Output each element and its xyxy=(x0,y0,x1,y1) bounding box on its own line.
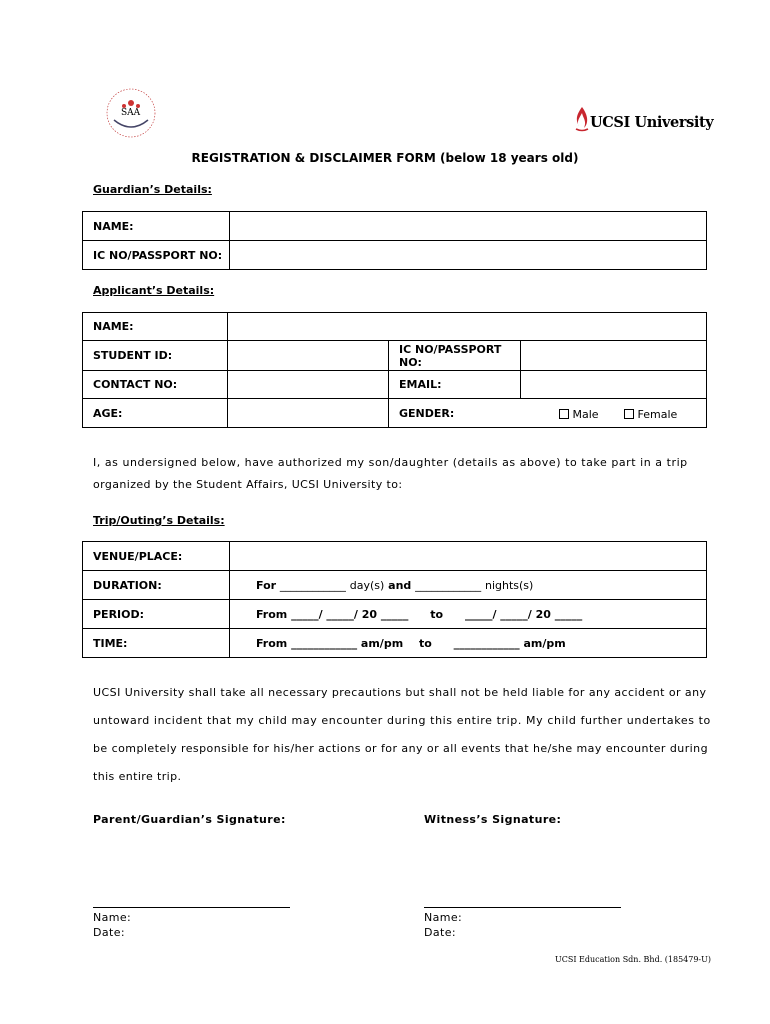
parent-signature-line[interactable] xyxy=(93,907,290,908)
female-checkbox[interactable] xyxy=(624,409,634,419)
venue-label: VENUE/PLACE: xyxy=(83,542,230,571)
page-title: REGISTRATION & DISCLAIMER FORM (below 18 years old) xyxy=(191,151,579,165)
time-end[interactable]: ____________ am/pm xyxy=(453,636,566,650)
applicant-ic-label: IC NO/PASSPORT NO: xyxy=(389,341,521,371)
male-checkbox[interactable] xyxy=(559,409,569,419)
duration-label: DURATION: xyxy=(83,571,230,600)
email-field[interactable] xyxy=(521,371,707,399)
duration-days-text: day(s) xyxy=(349,578,385,592)
female-option[interactable] xyxy=(624,408,678,421)
witness-name-label: Name: xyxy=(424,911,463,924)
disclaimer-line-1: UCSI University shall take all necessary precautions but shall not be held liable for any accident or any xyxy=(93,686,707,699)
period-to: to xyxy=(430,607,444,621)
applicant-heading: Applicant’s Details: xyxy=(93,284,215,297)
disclaimer-line-2: untoward incident that my child may encounter during this entire trip. My child further undertakes to xyxy=(93,714,711,727)
duration-for: For xyxy=(256,578,277,592)
male-option[interactable] xyxy=(559,408,599,421)
trip-heading: Trip/Outing’s Details: xyxy=(93,514,225,527)
guardian-ic-label: IC NO/PASSPORT NO: xyxy=(83,241,230,270)
time-field[interactable] xyxy=(230,629,707,658)
time-from[interactable]: From ____________ am/pm xyxy=(256,636,404,650)
duration-field[interactable] xyxy=(230,571,707,600)
consent-line-1: I, as undersigned below, have authorized my son/daughter (details as above) to take part in a trip xyxy=(93,456,688,469)
period-from[interactable]: From _____/ _____/ 20 _____ xyxy=(256,607,409,621)
duration-days-blank[interactable]: ____________ xyxy=(279,578,346,592)
ucsi-logo xyxy=(573,106,718,136)
period-end[interactable]: _____/ _____/ 20 _____ xyxy=(464,607,583,621)
period-label: PERIOD: xyxy=(83,600,230,629)
witness-signature-label: Witness’s Signature: xyxy=(424,813,562,826)
disclaimer-line-4: this entire trip. xyxy=(93,770,182,783)
contact-field[interactable] xyxy=(228,371,389,399)
time-label: TIME: xyxy=(83,629,230,658)
guardian-ic-field[interactable] xyxy=(230,241,707,270)
student-id-label: STUDENT ID: xyxy=(83,341,228,371)
guardian-table xyxy=(82,211,707,270)
trip-table xyxy=(82,541,707,658)
gender-cell xyxy=(389,399,707,428)
saa-logo xyxy=(100,86,162,140)
venue-field[interactable] xyxy=(230,542,707,571)
witness-signature-line[interactable] xyxy=(424,907,621,908)
female-label: Female xyxy=(637,407,678,421)
applicant-name-label: NAME: xyxy=(83,313,228,341)
parent-date-label: Date: xyxy=(93,926,125,939)
footer-company: UCSI Education Sdn. Bhd. (185479-U) xyxy=(555,955,711,964)
applicant-ic-field[interactable] xyxy=(521,341,707,371)
male-label: Male xyxy=(572,407,599,421)
age-label: AGE: xyxy=(83,399,228,428)
guardian-name-label: NAME: xyxy=(83,212,230,241)
gender-label: GENDER: xyxy=(399,406,455,420)
guardian-name-field[interactable] xyxy=(230,212,707,241)
period-field[interactable] xyxy=(230,600,707,629)
applicant-name-field[interactable] xyxy=(228,313,707,341)
guardian-heading: Guardian’s Details: xyxy=(93,183,212,196)
duration-nights-blank[interactable]: ____________ xyxy=(415,578,482,592)
time-to: to xyxy=(419,636,432,650)
duration-and: and xyxy=(388,578,412,592)
email-label: EMAIL: xyxy=(389,371,521,399)
saa-logo-text: SAA xyxy=(121,108,141,118)
disclaimer-line-3: be completely responsible for his/her actions or for any or all events that he/she may encounter during xyxy=(93,742,709,755)
parent-name-label: Name: xyxy=(93,911,132,924)
ucsi-logo-text: UCSI University xyxy=(590,114,714,131)
consent-line-2: organized by the Student Affairs, UCSI University to: xyxy=(93,478,403,491)
student-id-field[interactable] xyxy=(228,341,389,371)
parent-signature-label: Parent/Guardian’s Signature: xyxy=(93,813,286,826)
witness-date-label: Date: xyxy=(424,926,456,939)
applicant-table xyxy=(82,312,707,428)
age-field[interactable] xyxy=(228,399,389,428)
flame-icon xyxy=(573,106,591,132)
contact-label: CONTACT NO: xyxy=(83,371,228,399)
duration-nights-text: nights(s) xyxy=(484,578,534,592)
